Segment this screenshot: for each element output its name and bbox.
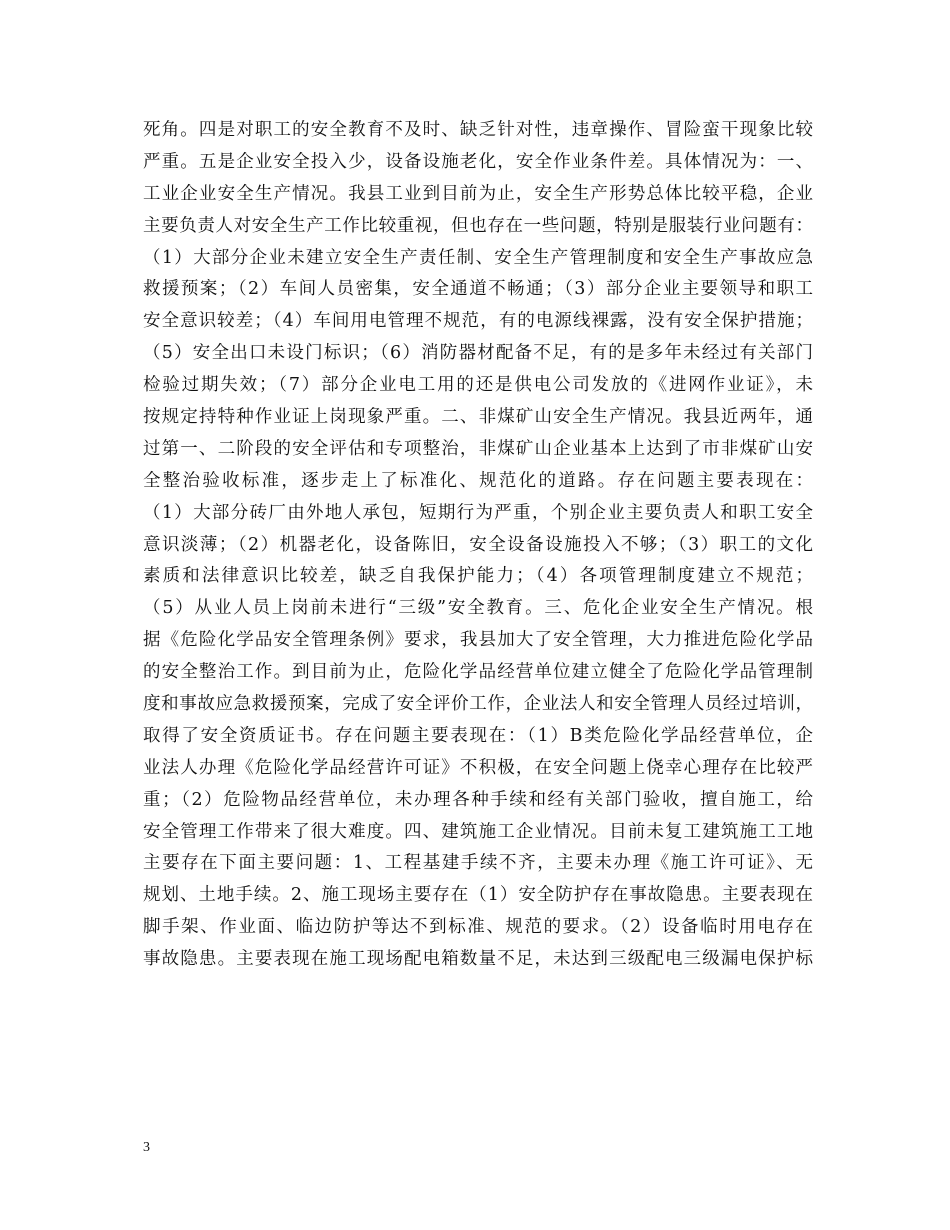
- text-line: 工业企业安全生产情况。我县工业到目前为止，安全生产形势总体比较平稳，企业: [143, 183, 813, 204]
- text-line: 检验过期失效；（7）部分企业电工用的还是供电公司发放的《进网作业证》，未: [143, 375, 813, 396]
- text-line: 全整治验收标准，逐步走上了标准化、规范化的道路。存在问题主要表现在：: [143, 470, 813, 491]
- text-line: 过第一、二阶段的安全评估和专项整治，非煤矿山企业基本上达到了市非煤矿山安: [143, 438, 813, 459]
- text-line: 脚手架、作业面、临边防护等达不到标准、规范的要求。（2）设备临时用电存在: [143, 917, 813, 938]
- text-line: （1）大部分企业未建立安全生产责任制、安全生产管理制度和安全生产事故应急: [143, 247, 813, 268]
- text-line: 按规定持特种作业证上岗现象严重。二、非煤矿山安全生产情况。我县近两年，通: [143, 407, 813, 428]
- body-text: [143, 115, 813, 976]
- text-line: 业法人办理《危险化学品经营许可证》不积极，在安全问题上侥幸心理存在比较严: [143, 757, 813, 778]
- text-line: 取得了安全资质证书。存在问题主要表现在：（1）B类危险化学品经营单位，企: [143, 725, 813, 746]
- text-line: 素质和法律意识比较差，缺乏自我保护能力；（4）各项管理制度建立不规范；: [143, 566, 813, 587]
- text-line: 主要存在下面主要问题：1、工程基建手续不齐，主要未办理《施工许可证》、无: [143, 853, 813, 874]
- text-line: 安全意识较差；（4）车间用电管理不规范，有的电源线裸露，没有安全保护措施；: [143, 311, 813, 332]
- text-line: 安全管理工作带来了很大难度。四、建筑施工企业情况。目前未复工建筑施工工地: [143, 821, 813, 842]
- text-line: （1）大部分砖厂由外地人承包，短期行为严重，个别企业主要负责人和职工安全: [143, 502, 813, 523]
- text-line: 规划、土地手续。2、施工现场主要存在（1）安全防护存在事故隐患。主要表现在: [143, 885, 813, 906]
- text-line: 的安全整治工作。到目前为止，危险化学品经营单位建立健全了危险化学品管理制: [143, 662, 813, 683]
- text-line: （5）从业人员上岗前未进行“三级”安全教育。三、危化企业安全生产情况。根: [143, 598, 813, 619]
- text-line: 据《危险化学品安全管理条例》要求，我县加大了安全管理，大力推进危险化学品: [143, 630, 813, 651]
- text-line: 事故隐患。主要表现在施工现场配电箱数量不足，未达到三级配电三级漏电保护标: [143, 949, 813, 970]
- text-line: 重；（2）危险物品经营单位，未办理各种手续和经有关部门验收，擅自施工，给: [143, 789, 813, 810]
- text-line: 主要负责人对安全生产工作比较重视，但也存在一些问题，特别是服装行业问题有：: [143, 215, 813, 236]
- text-line: 严重。五是企业安全投入少，设备设施老化，安全作业条件差。具体情况为：一、: [143, 151, 813, 172]
- text-line: 意识淡薄；（2）机器老化，设备陈旧，安全设备设施投入不够；（3）职工的文化: [143, 534, 813, 555]
- text-line: （5）安全出口未设门标识；（6）消防器材配备不足，有的是多年未经过有关部门: [143, 343, 813, 364]
- text-line: 度和事故应急救援预案，完成了安全评价工作，企业法人和安全管理人员经过培训，: [143, 694, 813, 715]
- text-line: 救援预案；（2）车间人员密集，安全通道不畅通；（3）部分企业主要领导和职工: [143, 279, 813, 300]
- page-number: 3: [143, 1140, 150, 1155]
- text-line: 死角。四是对职工的安全教育不及时、缺乏针对性，违章操作、冒险蛮干现象比较: [143, 120, 813, 140]
